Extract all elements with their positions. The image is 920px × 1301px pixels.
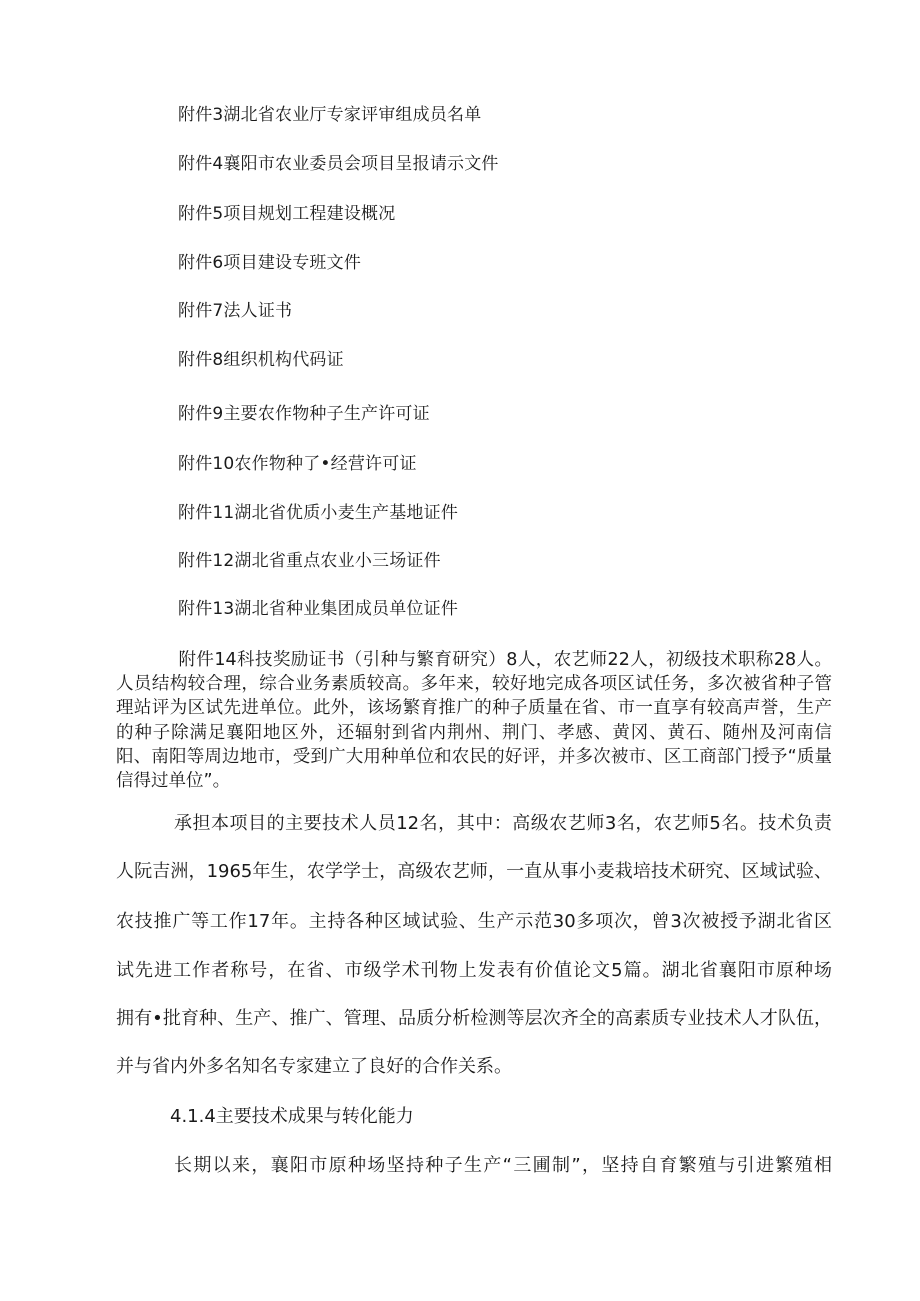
attachment-item-7: 附件7法人证书 (178, 301, 293, 321)
attachment-item-11: 附件11湖北省优质小麦生产基地证件 (178, 503, 459, 523)
attachment-item-13: 附件13湖北省种业集团成员单位证件 (178, 599, 459, 619)
staff-paragraph-line-3: 农技推广等工作17年。主持各种区域试验、生产示范30多项次，曾3次被授予湖北省区 (116, 911, 832, 932)
attachment-item-12: 附件12湖北省重点农业小三场证件 (178, 551, 441, 571)
staff-paragraph-line-1: 承担本项目的主要技术人员12名，其中：高级农艺师3名，农艺师5名。技术负责 (174, 813, 832, 834)
attachment-item-4: 附件4襄阳市农业委员会项目呈报请示文件 (178, 154, 499, 174)
staff-paragraph-line-6: 并与省内外多名知名专家建立了良好的合作关系。 (116, 1056, 512, 1077)
attachment-item-3: 附件3湖北省农业厅专家评审组成员名单 (178, 105, 482, 125)
staff-paragraph-line-4: 试先进工作者称号，在省、市级学术刊物上发表有价值论文5篇。湖北省襄阳市原种场 (116, 960, 832, 981)
attachment-14-paragraph (116, 648, 832, 793)
last-paragraph-line: 长期以来，襄阳市原种场坚持种子生产“三圃制”，坚持自育繁殖与引进繁殖相 (174, 1155, 832, 1176)
attachment-item-6: 附件6项目建设专班文件 (178, 253, 362, 273)
attachment-item-5: 附件5项目规划工程建设概况 (178, 204, 396, 224)
attachment-item-8: 附件8组织机构代码证 (178, 350, 344, 370)
section-heading: 4.1.4主要技术成果与转化能力 (170, 1106, 414, 1127)
attachment-item-10: 附件10农作物种了•经营许可证 (178, 454, 417, 474)
staff-paragraph-line-5: 拥有•批育种、生产、推广、管理、品质分析检测等层次齐全的高素质专业技术人才队伍， (116, 1008, 832, 1029)
attachment-item-9: 附件9主要农作物种子生产许可证 (178, 404, 430, 424)
staff-paragraph-line-2: 人阮吉洲，1965年生，农学学士，高级农艺师，一直从事小麦栽培技术研究、区域试验、 (116, 861, 832, 882)
attachment-14-text: 附件14科技奖励证书（引种与繁育研究）8人，农艺师22人，初级技术职称28人。人员结构较合理，综合业务素质较高。多年来，较好地完成各项区试任务，多次被省种子管理站评为区试先进单位。此外，该场繁育推广的种子质量在省、市一直享有较高声誉，生产的种子除满足襄阳地区外，还辐射到省内荆州、荆门、孝感、黄冈、黄石、随州及河南信阳、南阳等周边地市，受到广大用种单位和农民的好评，并多次被市、区工商部门授予“质量信得过单位”。 (116, 650, 832, 792)
